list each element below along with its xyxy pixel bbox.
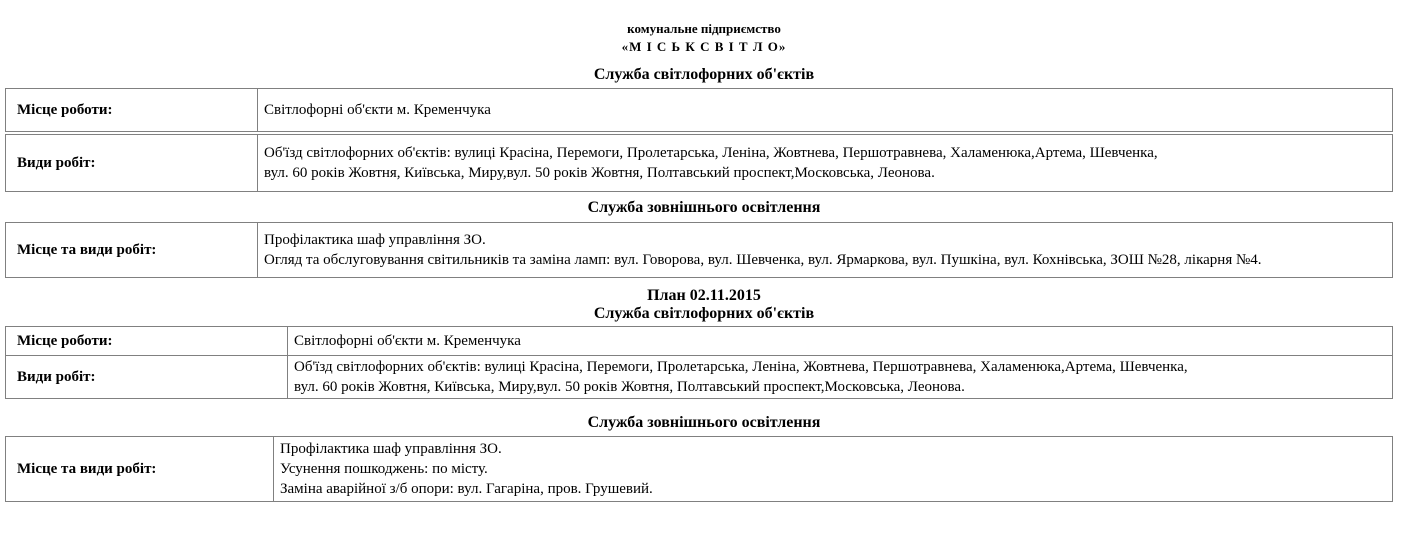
table-row <box>6 223 1393 278</box>
works-label: Види робіт: <box>6 356 288 399</box>
table-row <box>6 356 1393 399</box>
table-row <box>6 327 1393 356</box>
table-row <box>6 89 1393 132</box>
section2-lighting-table <box>5 436 1393 502</box>
table-row <box>6 135 1393 192</box>
workplace-value: Світлофорні об'єкти м. Кременчука <box>288 327 1393 356</box>
org-type-line: комунальне підприємство <box>627 21 781 36</box>
section2-service-table <box>5 326 1393 399</box>
lighting-value <box>258 223 1393 278</box>
section2-lighting-title: Служба зовнішнього освітлення <box>587 414 821 431</box>
org-name-line: «М І С Ь К С В І Т Л О» <box>621 39 787 54</box>
plan-date-title: План 02.11.2015 <box>647 287 761 304</box>
table-row <box>6 437 1393 502</box>
section2-service-title: Служба світлофорних об'єктів <box>593 305 815 322</box>
lighting-value <box>274 437 1393 502</box>
section1-workplace-table <box>5 88 1393 132</box>
works-label: Види робіт: <box>6 135 258 192</box>
lighting-line-1: Профілактика шаф управління ЗО. <box>264 232 486 248</box>
workplace-label: Місце роботи: <box>6 327 288 356</box>
lighting-line-1: Профілактика шаф управління ЗО. <box>280 441 502 457</box>
lighting-line-2: Огляд та обслуговування світильників та заміна ламп: вул. Говорова, вул. Шевченка, вул. Ярмаркова, вул. Пушкіна, вул. Кохнівська, ЗОШ №28, лікарня №4. <box>264 252 1262 268</box>
works-line-1: Об'їзд світлофорних об'єктів: вулиці Красіна, Перемоги, Пролетарська, Леніна, Жовтнева, Першотравнева, Халаменюка,Артема, Шевченка, <box>294 359 1188 375</box>
lighting-label: Місце та види робіт: <box>6 437 274 502</box>
section1-service-title: Служба світлофорних об'єктів <box>593 66 815 83</box>
section1-lighting-title: Служба зовнішнього освітлення <box>587 199 821 216</box>
works-line-1: Об'їзд світлофорних об'єктів: вулиці Красіна, Перемоги, Пролетарська, Леніна, Жовтнева, Першотравнева, Халаменюка,Артема, Шевченка, <box>264 145 1158 161</box>
lighting-label: Місце та види робіт: <box>6 223 258 278</box>
lighting-line-2: Усунення пошкоджень: по місту. <box>280 461 488 477</box>
works-value <box>258 135 1393 192</box>
works-line-2: вул. 60 років Жовтня, Київська, Миру,вул. 50 років Жовтня, Полтавський проспект,Московська, Леонова. <box>294 379 965 395</box>
works-value <box>288 356 1393 399</box>
workplace-label: Місце роботи: <box>6 89 258 132</box>
lighting-line-3: Заміна аварійної з/б опори: вул. Гагаріна, пров. Грушевий. <box>280 481 653 497</box>
workplace-value: Світлофорні об'єкти м. Кременчука <box>258 89 1393 132</box>
section1-works-table <box>5 134 1393 192</box>
section1-lighting-table <box>5 222 1393 278</box>
works-line-2: вул. 60 років Жовтня, Київська, Миру,вул. 50 років Жовтня, Полтавський проспект,Московська, Леонова. <box>264 165 935 181</box>
